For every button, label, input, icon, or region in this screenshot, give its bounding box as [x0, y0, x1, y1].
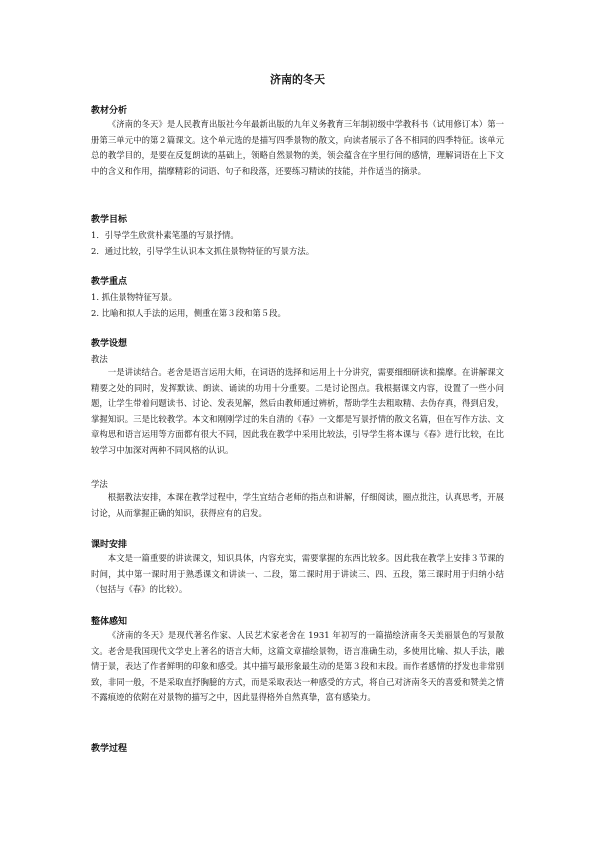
section-heading-schedule: 课时安排	[91, 540, 128, 550]
teaching-method-label: 教法	[91, 354, 108, 364]
section-heading-focus: 教学重点	[91, 277, 128, 287]
page-title: 济南的冬天	[270, 73, 325, 86]
focus-item-1: 1. 抓住景物特征写景。	[91, 292, 178, 302]
schedule-paragraph: 本文是一篇重要的讲读课文，知识具体，内容充实，需要掌握的东西比较多。因此我在教学上安排３节课的时间，其中第一课时用于熟悉课文和讲读一、二段，第二课时用于讲读三、四、五段，第三课时用于归纳小结（包括与《春》的比较）。	[91, 553, 504, 594]
goal-item-1: 1．引导学生欣赏朴素笔墨的写景抒情。	[91, 230, 239, 240]
focus-item-2: 2. 比喻和拟人手法的运用，侧重在第３段和第５段。	[91, 308, 286, 318]
learning-method-paragraph: 根据教法安排，本课在教学过程中，学生宜结合老师的指点和讲解，仔细阅读，圈点批注，认真思考，开展讨论，从而掌握正确的知识，获得应有的启发。	[91, 492, 504, 518]
analysis-paragraph: 《济南的冬天》是人民教育出版社今年最新出版的九年义务教育三年制初级中学教科书（试用修订本）第一册第三单元中的第２篇课文。这个单元选的是描写四季景物的散文，向读者展示了各不相同的四季特征。该单元总的教学目的，是要在反复朗读的基础上，领略自然景物的美，领会蕴含在字里行间的感情，理解词语在上下文中的含义和作用，揣摩精彩的词语、句子和段落，还要练习精读的技能，并作适当的摘录。	[91, 119, 504, 176]
section-heading-process: 教学过程	[91, 744, 128, 754]
goal-item-2: 2．通过比较，引导学生认识本文抓住景物特征的写景方法。	[91, 246, 315, 256]
section-heading-design: 教学设想	[91, 339, 128, 349]
section-heading-goals: 教学目标	[91, 215, 128, 225]
teaching-method-paragraph: 一是讲读结合。老舍是语言运用大师，在词语的选择和运用上十分讲究，需要细细研读和揣摩。在讲解课文精要之处的同时，发挥默读、朗读、诵读的功用十分重要。二是讨论图点。我根据课文内容，设置了一些小问题，让学生带着问题读书、讨论、发表见解，然后由教师通过辨析，帮助学生去粗取精、去伪存真，得到启发，掌握知识。三是比较教学。本文和刚刚学过的朱自清的《春》一文都是写景抒情的散文名篇，但在写作方法、文章构思和语言运用等方面都有很大不同，因此我在教学中采用比较法，引导学生将本课与《春》进行比较，在比较学习中加深对两种不同风格的认识。	[91, 367, 504, 455]
section-heading-analysis: 教材分析	[91, 106, 128, 116]
learning-method-label: 学法	[91, 479, 108, 489]
overview-paragraph: 《济南的冬天》是现代著名作家、人民艺术家老舍在 1931 年初写的一篇描绘济南冬天美丽景色的写景散文。老舍是我国现代文学史上著名的语言大师，这篇文章描绘景物，语言准确生动，多使用比喻、拟人手法，融情于景，表达了作者鲜明的印象和感受。其中描写最形象最生动的是第３段和末段。而作者感情的抒发也非常别致，非同一般，不是采取直抒胸臆的方式，而是采取表达一种感受的方式，将自己对济南冬天的喜爱和赞美之情不露痕迹的依附在对景物的描写之中，因此显得格外自然真挚，富有感染力。	[91, 630, 504, 702]
section-heading-overview: 整体感知	[91, 617, 128, 627]
